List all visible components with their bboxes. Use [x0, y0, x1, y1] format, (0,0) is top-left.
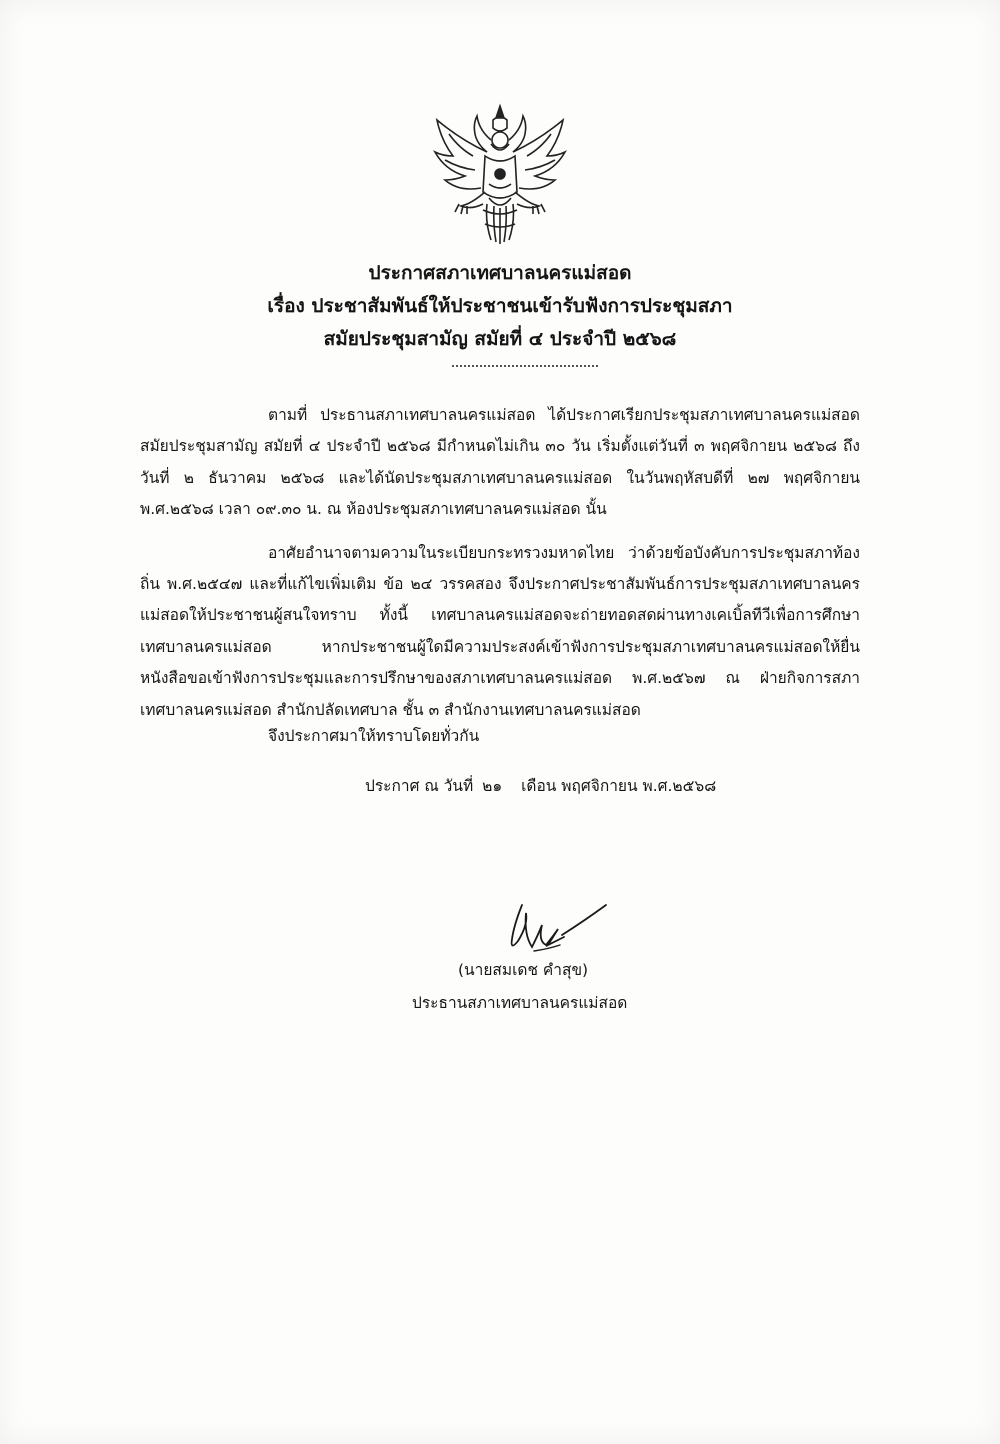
signer-title: ประธานสภาเทศบาลนครแม่สอด	[412, 994, 628, 1012]
announcement-date	[365, 773, 716, 798]
announcement-session: สมัยประชุมสามัญ สมัยที่ ๔ ประจำปี ๒๕๖๘	[323, 328, 677, 350]
body-paragraph-1: ตามที่ ประธานสภาเทศบาลนครแม่สอด ได้ประกาศเรียกประชุมสภาเทศบาลนครแม่สอด สมัยประชุมสามัญ สมัยที่ ๔ ประจำปี ๒๕๖๘ มีกำหนดไม่เกิน ๓๐ วัน เริ่มตั้งแต่วันที่ ๓ พฤศจิกายน ๒๕๖๘ ถึงวันที่ ๒ ธันวาคม ๒๕๖๘ และได้นัดประชุมสภาเทศบาลนครแม่สอด ในวันพฤหัสบดีที่ ๒๗ พฤศจิกายน พ.ศ.๒๕๖๘ เวลา ๐๙.๓๐ น. ณ ห้องประชุมสภาเทศบาลนครแม่สอด นั้น	[140, 406, 860, 519]
handwritten-signature-icon	[498, 895, 618, 965]
date-label: ประกาศ ณ วันที่	[365, 777, 474, 795]
announcement-title: ประกาศสภาเทศบาลนครแม่สอด	[368, 262, 632, 284]
dotted-divider	[452, 365, 598, 367]
garuda-emblem-icon	[427, 100, 573, 246]
announcement-title-block	[150, 257, 850, 356]
date-month-year: เดือน พฤศจิกายน พ.ศ.๒๕๖๘	[521, 777, 717, 795]
date-day: ๒๑	[482, 777, 503, 795]
announcement-subject: เรื่อง ประชาสัมพันธ์ให้ประชาชนเข้ารับฟังการประชุมสภา	[267, 295, 733, 317]
closing-statement: จึงประกาศมาให้ทราบโดยทั่วกัน	[268, 727, 480, 745]
announcement-body	[140, 400, 860, 738]
body-paragraph-2: อาศัยอำนาจตามความในระเบียบกระทรวงมหาดไทย ว่าด้วยข้อบังคับการประชุมสภาท้องถิ่น พ.ศ.๒๕๔๗ และที่แก้ไขเพิ่มเติม ข้อ ๒๔ วรรคสอง จึงประกาศประชาสัมพันธ์การประชุมสภาเทศบาลนครแม่สอดให้ประชาชนผู้สนใจทราบ ทั้งนี้ เทศบาลนครแม่สอดจะถ่ายทอดสดผ่านทางเคเบิ้ลทีวีเพื่อการศึกษาเทศบาลนครแม่สอด หากประชาชนผู้ใดมีความประสงค์เข้าฟังการประชุมสภาเทศบาลนครแม่สอดให้ยื่นหนังสือขอเข้าฟังการประชุมและการปรึกษาของสภาเทศบาลนครแม่สอด พ.ศ.๒๕๖๗ ณ ฝ่ายกิจการสภาเทศบาลนครแม่สอด สำนักปลัดเทศบาล ชั้น ๓ สำนักงานเทศบาลนครแม่สอด	[140, 543, 860, 719]
signer-name: (นายสมเดช คำสุข)	[458, 961, 589, 979]
